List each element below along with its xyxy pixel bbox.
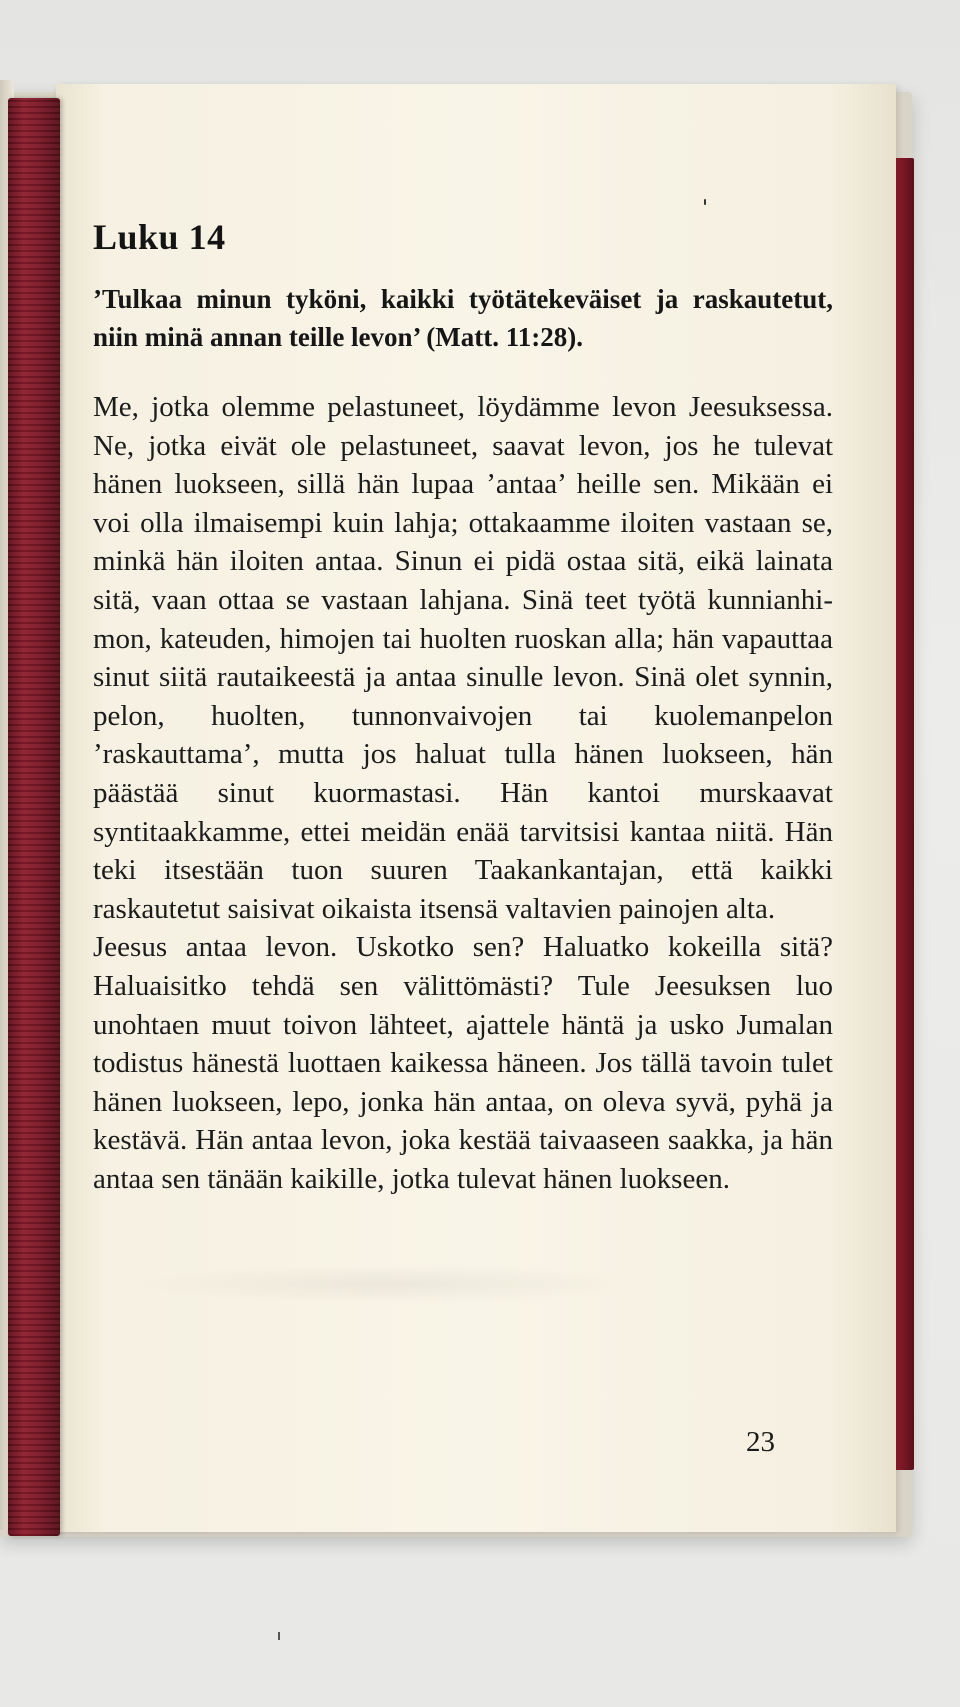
page-number: 23 [746, 1426, 775, 1458]
body-text [93, 388, 833, 1198]
bleed-through-shadow [126, 1264, 646, 1304]
chapter-title: Luku 14 [93, 217, 226, 257]
paragraph-2: Jeesus antaa levon. Uskotko sen? Haluatko kokeilla sitä? Haluaisitko tehdä sen välittömästi? Tule Jeesuksen luo unohtaen muut toivon lähteet, ajattele häntä ja usko Jumalan todistus hänestä luottaen kaikessa häneen. Jos tällä tavoin tulet hänen luokseen, lepo, jonka hän antaa, on oleva syvä, pyhä ja kestävä. Hän antaa levon, joka kestää taivaaseen saakka, ja hän antaa sen tänään kaikille, jotka tulevat hänen luokseen. [93, 931, 833, 1195]
book-page [56, 84, 896, 1532]
paragraph-1: Me, jotka olemme pelastuneet, löydämme levon Jeesuksessa. Ne, jotka eivät ole pelastuneet, saavat levon, jos he tulevat hänen luokseen, sillä hän lupaa ’antaa’ heille sen. Mikään ei voi olla ilmaisempi kuin lahja; ottakaamme iloiten vastaan se, minkä hän iloiten antaa. Sinun ei pidä ostaa sitä, eikä lainata sitä, vaan ottaa se vastaan lahjana. Sinä teet työtä kunnianhimon, kateuden, himojen tai huolten ruoskan alla; hän vapauttaa sinut siitä rautaikeestä ja antaa sinulle levon. Sinä olet synnin, pelon, huolten, tunnonvaivojen tai kuolemanpelon ’raskauttama’, mutta jos haluat tulla hänen luokseen, hän päästää sinut kuormastasi. Hän kantoi murskaavat syntitaakkamme, ettei meidän enää tarvitsisi kantaa niitä. Hän teki itsestään tuon suuren Taakankantajan, että kaikki raskautetut saisivat oikaista itsensä valtavien painojen alta. [93, 391, 833, 925]
page-speck [704, 199, 706, 205]
epigraph-quote: ’Tulkaa minun tyköni, kaikki työtätekeväiset ja raskautetut, niin minä annan teille levon’ (Matt. 11:28). [93, 284, 833, 352]
ribbon-bookmark [8, 98, 60, 1536]
surface-speck [278, 1632, 280, 1640]
